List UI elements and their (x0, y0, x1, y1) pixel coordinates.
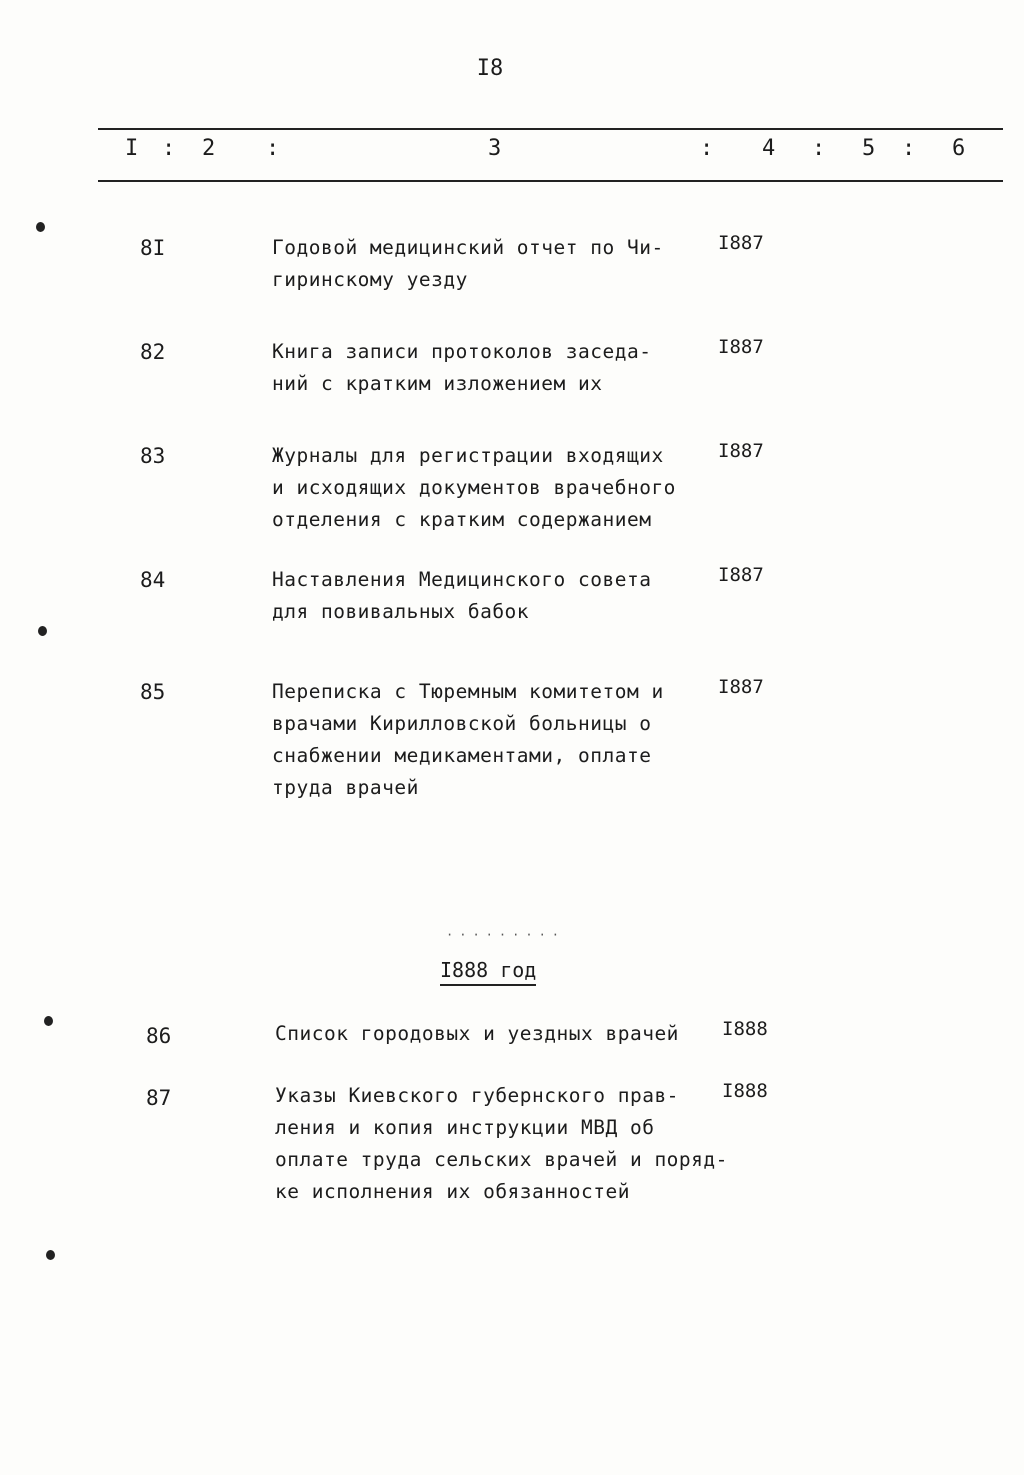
header-separator: : (162, 136, 176, 161)
row-number: 82 (140, 340, 166, 364)
punch-hole-mark (38, 626, 47, 636)
header-col-6: 6 (952, 136, 966, 161)
row-number: 83 (140, 444, 166, 468)
header-col-1: I (125, 136, 139, 161)
page-number: I8 (476, 56, 504, 81)
row-year: I887 (718, 564, 764, 586)
row-description: Список городовых и уездных врачей (275, 1022, 679, 1045)
punch-hole-mark (46, 1250, 55, 1260)
punch-hole-mark (44, 1016, 53, 1026)
row-description: Переписка с Тюремным комитетом и врачами Кирилловской больницы о снабжении медикаментами, оплате труда врачей (272, 680, 664, 799)
row-description: Журналы для регистрации входящих и исходящих документов врачебного отделения с кратким содержанием (272, 444, 676, 531)
header-separator: : (700, 136, 714, 161)
row-description: Указы Киевского губернского прав- ления и копия инструкции МВД об оплате труда сельских врачей и поряд- ке исполнения их обязанностей (275, 1084, 728, 1203)
row-number: 86 (146, 1024, 172, 1048)
row-number: 84 (140, 568, 166, 592)
header-col-2: 2 (202, 136, 216, 161)
header-col-5: 5 (862, 136, 876, 161)
row-year: I887 (718, 676, 764, 698)
year-section-heading: I888 год (440, 958, 536, 986)
header-separator: : (266, 136, 280, 161)
header-separator: : (902, 136, 916, 161)
header-col-3: 3 (488, 136, 502, 161)
header-separator: : (812, 136, 826, 161)
row-year: I888 (722, 1080, 768, 1102)
row-description: Книга записи протоколов заседа- ний с кратким изложением их (272, 340, 652, 395)
row-year: I887 (718, 440, 764, 462)
separator-dots: ········· (446, 928, 566, 942)
row-number: 85 (140, 680, 166, 704)
row-description: Годовой медицинский отчет по Чи- гиринскому уезду (272, 236, 664, 291)
row-year: I888 (722, 1018, 768, 1040)
row-description: Наставления Медицинского совета для повивальных бабок (272, 568, 652, 623)
row-number: 8I (140, 236, 166, 260)
header-col-4: 4 (762, 136, 776, 161)
row-number: 87 (146, 1086, 172, 1110)
punch-hole-mark (36, 222, 45, 232)
table-header-top-rule (98, 128, 1003, 130)
row-year: I887 (718, 232, 764, 254)
row-year: I887 (718, 336, 764, 358)
table-header-bottom-rule (98, 180, 1003, 182)
